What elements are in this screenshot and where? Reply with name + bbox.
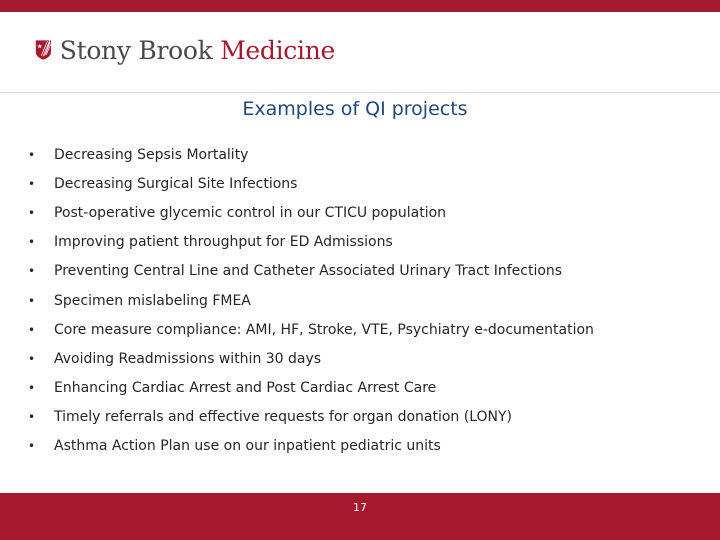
list-item (28, 198, 708, 227)
bullet-dot: • (28, 351, 36, 366)
qi-project-list (28, 140, 708, 461)
list-item-text: Improving patient throughput for ED Admissions (54, 234, 393, 251)
bullet-dot: • (28, 235, 36, 250)
list-item (28, 403, 708, 432)
bullet-dot: • (28, 176, 36, 191)
bullet-dot: • (28, 264, 36, 279)
list-item (28, 374, 708, 403)
list-item (28, 286, 708, 315)
list-item-text: Post-operative glycemic control in our CTICU population (54, 204, 447, 221)
logo-wordmark (60, 36, 335, 65)
stony-brook-shield-star-icon (35, 24, 52, 76)
page-number: 17 (353, 501, 367, 514)
list-item-text: Decreasing Sepsis Mortality (54, 146, 249, 163)
list-item (28, 140, 708, 169)
list-item-text: Asthma Action Plan use on our inpatient pediatric units (54, 438, 441, 455)
top-brand-band (0, 0, 720, 12)
list-item (28, 228, 708, 257)
bullet-dot: • (28, 322, 36, 337)
list-item (28, 315, 708, 344)
list-item (28, 169, 708, 198)
logo-wordmark-medicine: Medicine (220, 35, 335, 65)
slide-header (0, 12, 720, 92)
header-divider (0, 92, 720, 93)
bullet-dot: • (28, 410, 36, 425)
list-item-text: Preventing Central Line and Catheter Associated Urinary Tract Infections (54, 263, 563, 280)
bullet-dot: • (28, 293, 36, 308)
slide-title: Examples of QI projects (242, 98, 468, 120)
list-item-text: Enhancing Cardiac Arrest and Post Cardiac Arrest Care (54, 380, 437, 397)
list-item (28, 344, 708, 373)
slide-footer (0, 493, 720, 540)
bullet-dot: • (28, 439, 36, 454)
list-item (28, 257, 708, 286)
list-item-text: Decreasing Surgical Site Infections (54, 175, 298, 192)
list-item-text: Avoiding Readmissions within 30 days (54, 350, 322, 367)
bullet-dot: • (28, 381, 36, 396)
bullet-dot: • (28, 205, 36, 220)
list-item-text: Core measure compliance: AMI, HF, Stroke, VTE, Psychiatry e-documentation (54, 321, 594, 338)
bullet-dot: • (28, 147, 36, 162)
list-item-text: Timely referrals and effective requests for organ donation (LONY) (54, 409, 513, 426)
list-item (28, 432, 708, 461)
logo-wordmark-stony-brook: Stony Brook (59, 35, 213, 65)
stony-brook-medicine-logo (35, 24, 335, 76)
list-item-text: Specimen mislabeling FMEA (54, 292, 251, 309)
